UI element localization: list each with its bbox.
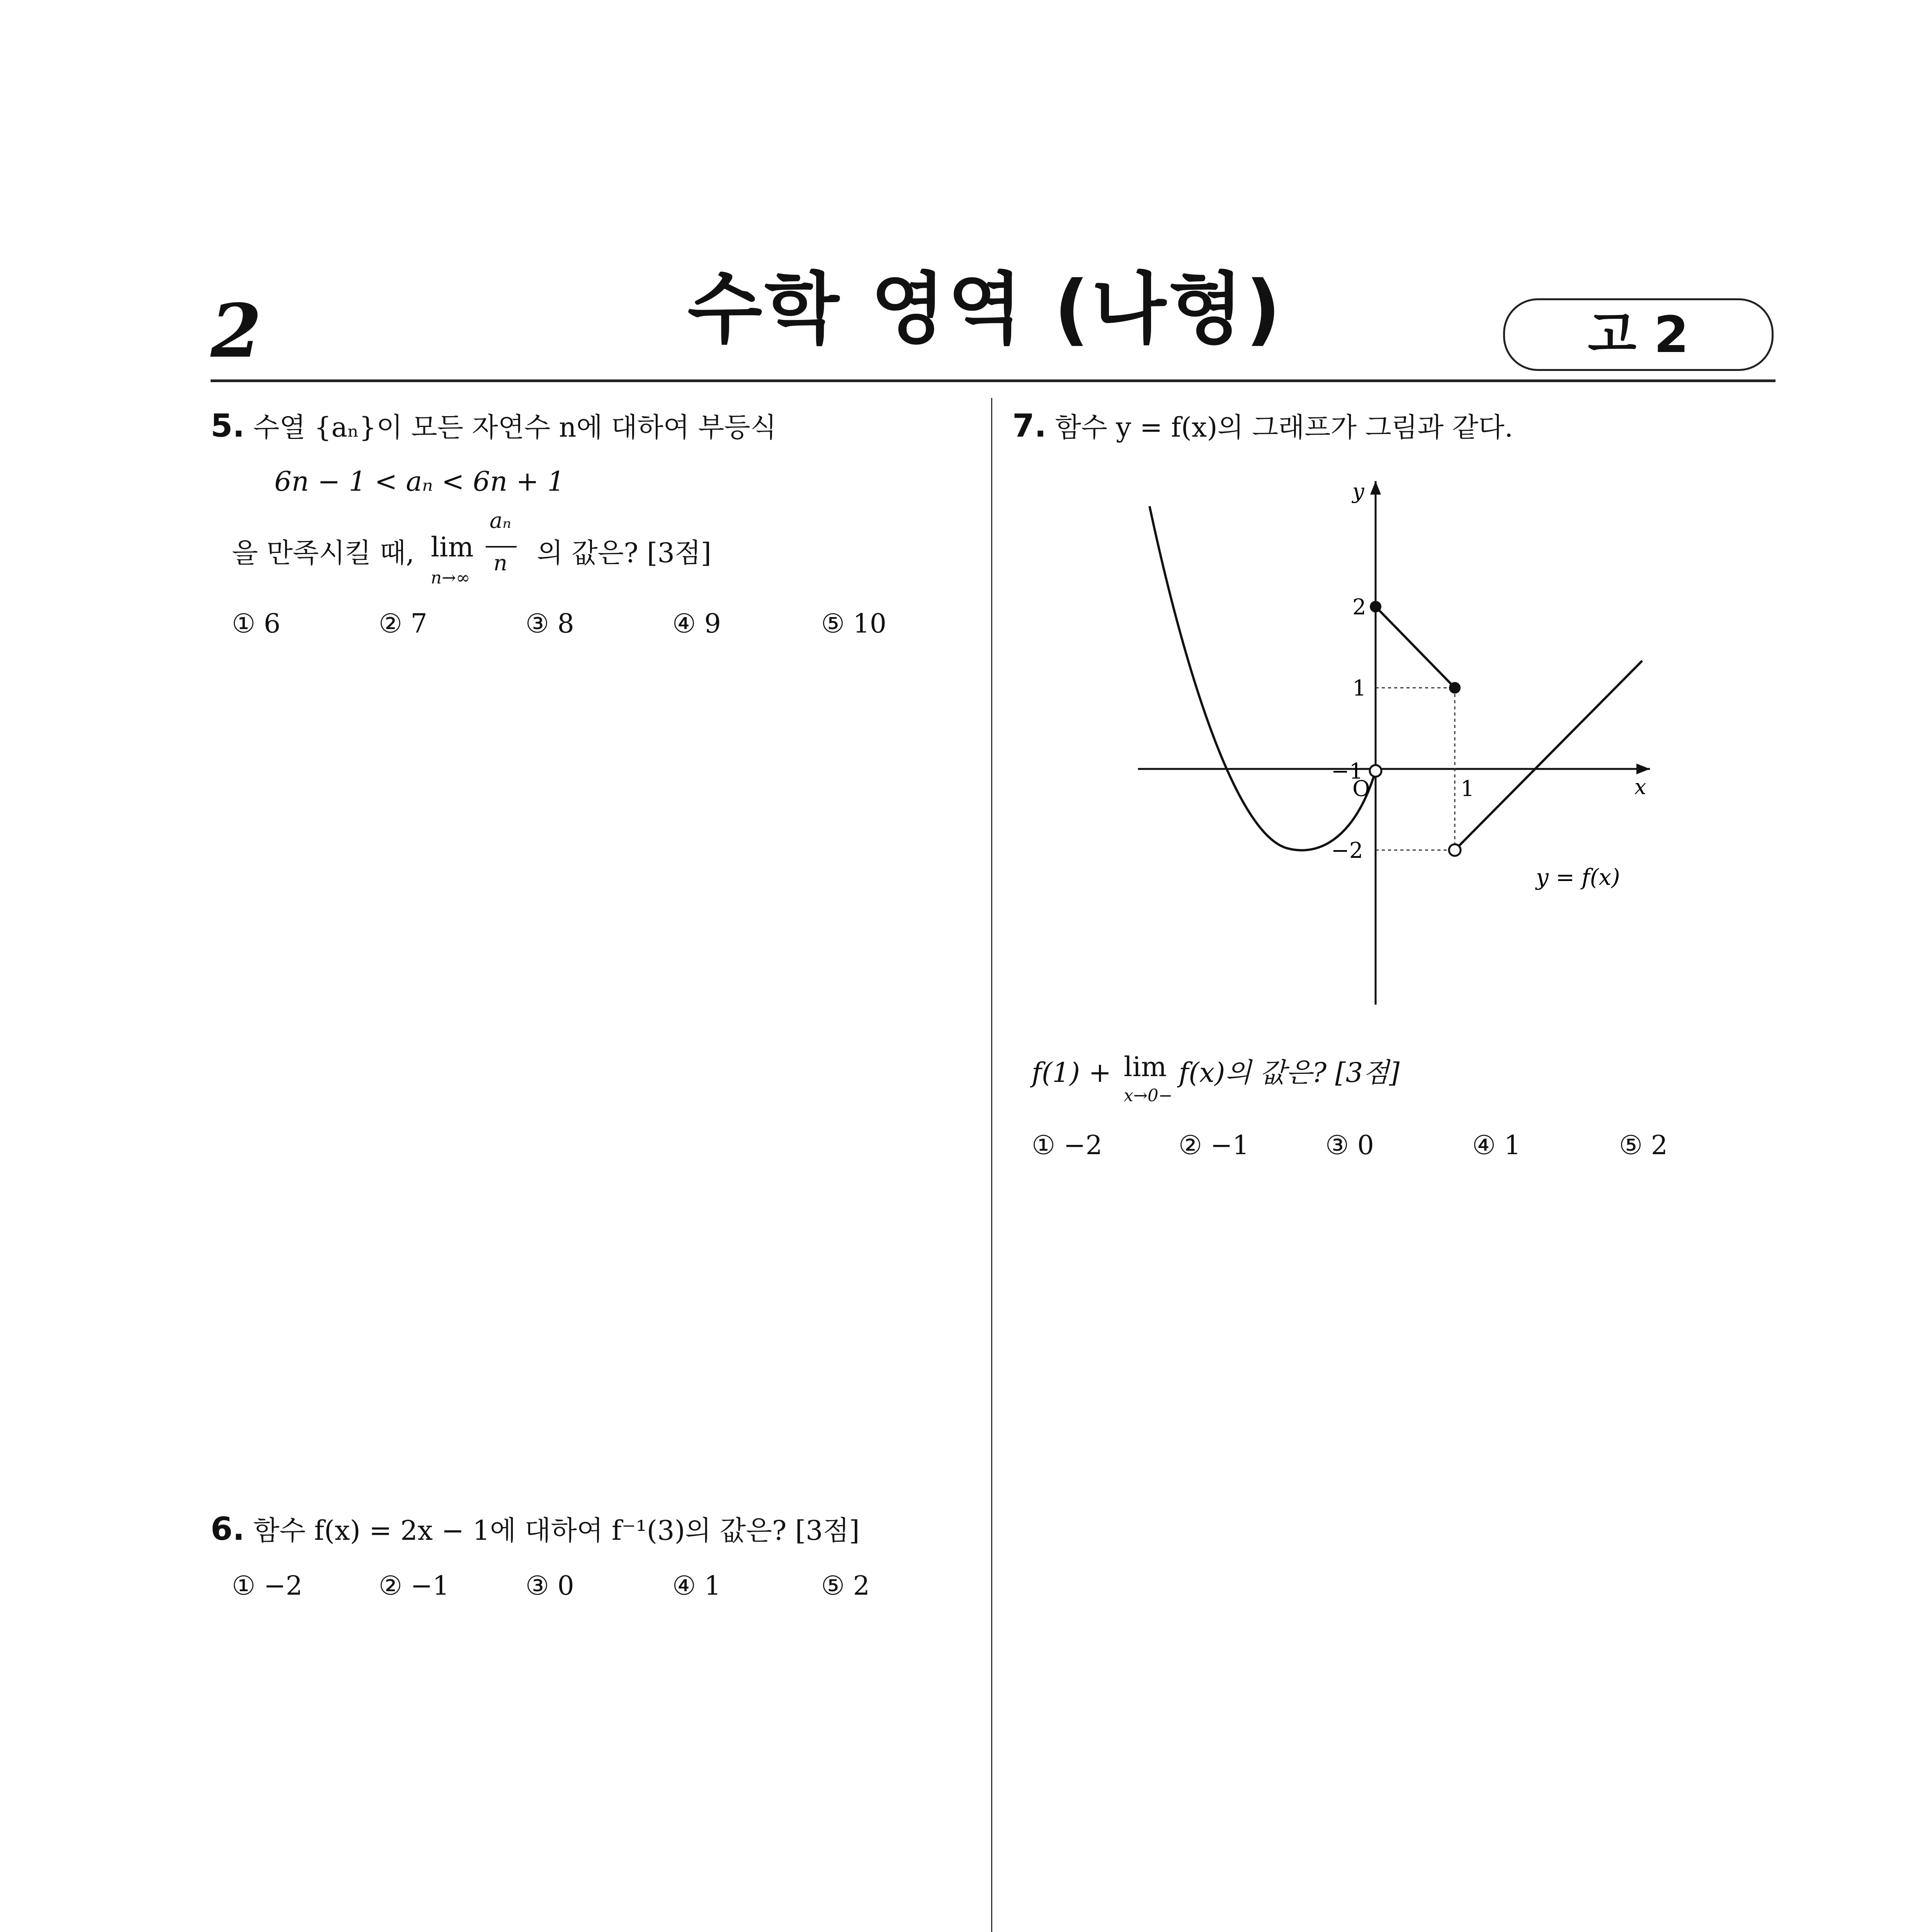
q7-limit [1124,1051,1173,1105]
q5-frac-den: n [493,551,508,576]
q6-choice-3[interactable]: ③ 0 [526,1571,574,1601]
q7-lim-sub: x→0− [1124,1086,1173,1105]
q5-limit [430,531,477,588]
q5-prefix: 을 만족시킬 때, [232,537,415,569]
tick-x-1: 1 [1461,776,1475,801]
q6-choice-2[interactable]: ② −1 [379,1571,449,1601]
q5-choice-1[interactable]: ① 6 [232,609,281,639]
q6-number: 6. [211,1511,245,1548]
label-origin: O [1352,776,1370,801]
q6-choice-1[interactable]: ① −2 [232,1571,303,1601]
page-number: 2 [211,288,262,374]
q6-text: 함수 f(x) = 2x − 1에 대하여 f⁻¹(3)의 값은? [3점] [253,1515,860,1546]
function-graph [1121,464,1681,1024]
q5-lim-word: lim [430,531,474,563]
column-divider [991,398,992,1932]
q7-choice-3[interactable]: ③ 0 [1325,1130,1374,1161]
label-y-axis: y [1352,479,1364,503]
page-title: 수학 영역 (나형) [687,264,1283,354]
q7-choice-4[interactable]: ④ 1 [1472,1130,1521,1161]
q5-line3 [232,508,711,588]
q5-choice-2[interactable]: ② 7 [379,609,427,639]
x-axis-arrow [1636,764,1650,774]
q7-line [1012,406,1513,445]
q6-line [211,1509,860,1548]
curve-left [1150,506,1376,850]
q7-number: 7. [1012,408,1047,444]
tick-y-neg1: −1 [1331,759,1363,784]
tick-y-neg2: −2 [1331,838,1363,863]
point-0-neg1-open [1370,765,1381,777]
q7-choice-5[interactable]: ⑤ 2 [1619,1130,1668,1161]
q5-frac-bar [486,546,517,548]
label-x-axis: x [1634,775,1646,799]
q5-number: 5. [211,408,245,444]
q5-lim-sub: n→∞ [430,568,470,588]
q5-suffix: 의 값은? [3점] [537,537,711,569]
line-right [1455,661,1642,850]
q5-choice-4[interactable]: ④ 9 [672,609,721,639]
point-0-2-closed [1370,601,1381,612]
grade-badge: 고 2 [1503,298,1774,371]
q7-suffix: f(x)의 값은? [3점] [1179,1057,1400,1088]
q5-line1 [211,406,776,445]
q7-prefix: f(1) + [1032,1057,1111,1088]
q7-text: 함수 y = f(x)의 그래프가 그림과 같다. [1055,412,1513,443]
point-1-neg2-open [1449,844,1461,856]
q5-frac-num: aₙ [490,508,512,533]
segment-middle [1376,607,1455,688]
q5-inequality: 6n − 1 < aₙ < 6n + 1 [274,466,565,497]
q6-choice-4[interactable]: ④ 1 [672,1571,721,1601]
y-axis-arrow [1370,481,1381,495]
q5-choice-3[interactable]: ③ 8 [526,609,574,639]
q5-choice-5[interactable]: ⑤ 10 [821,609,887,639]
point-1-1-closed [1449,682,1461,694]
header-divider [211,379,1776,382]
tick-y-2: 2 [1352,595,1366,620]
q5-fraction [486,508,520,576]
q5-text: 수열 {aₙ}이 모든 자연수 n에 대하여 부등식 [253,412,777,443]
q7-choice-2[interactable]: ② −1 [1179,1130,1249,1161]
q7-choice-1[interactable]: ① −2 [1032,1130,1102,1161]
tick-y-1: 1 [1352,676,1366,701]
curve-label: y = f(x) [1536,864,1620,890]
q7-question [1032,1051,1400,1105]
q7-lim-word: lim [1124,1051,1167,1083]
q6-choice-5[interactable]: ⑤ 2 [821,1571,870,1601]
